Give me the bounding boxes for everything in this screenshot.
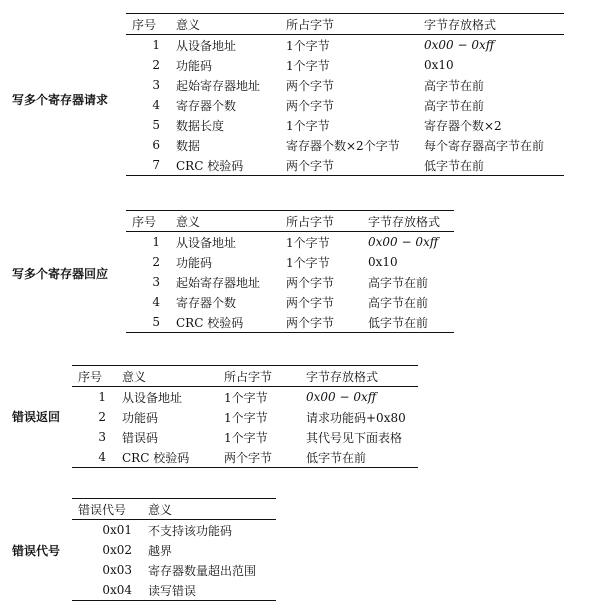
cell-seq: 5 [152, 118, 160, 132]
cell-format: 0x10 [368, 255, 398, 269]
table-header-row [126, 14, 564, 35]
cell-seq: 5 [152, 315, 160, 329]
header-bytes: 所占字节 [286, 214, 335, 229]
cell-seq: 7 [152, 158, 160, 172]
cell-bytes: 1个字节 [286, 118, 330, 133]
cell-bytes: 寄存器个数×2个字节 [286, 138, 400, 153]
cell-seq: 3 [98, 430, 106, 444]
table-row [126, 95, 564, 115]
cell-format: 低字节在前 [424, 158, 485, 173]
cell-format: 高字节在前 [424, 78, 485, 93]
cell-bytes: 1个字节 [286, 235, 330, 250]
table-row [126, 115, 564, 135]
table-header-row [72, 366, 418, 387]
cell-code: 0x01 [102, 523, 132, 537]
table-row [126, 232, 454, 253]
cell-format: 其代号见下面表格 [306, 430, 403, 445]
cell-meaning: CRC 校验码 [122, 450, 190, 465]
cell-format: 0x10 [424, 58, 454, 72]
cell-meaning: 从设备地址 [122, 390, 183, 405]
table-row [72, 580, 276, 601]
cell-format: 低字节在前 [306, 450, 367, 465]
cell-format: 高字节在前 [368, 275, 429, 290]
cell-meaning: 错误码 [122, 430, 159, 445]
header-meaning: 意义 [122, 369, 147, 384]
section-label: 错误返回 [12, 410, 61, 424]
cell-bytes: 两个字节 [286, 78, 335, 93]
cell-format: 低字节在前 [368, 315, 429, 330]
cell-meaning: 功能码 [176, 58, 213, 73]
error-code-table [72, 498, 276, 601]
cell-bytes: 两个字节 [286, 315, 335, 330]
cell-meaning: 起始寄存器地址 [176, 78, 261, 93]
header-bytes: 所占字节 [224, 369, 273, 384]
cell-bytes: 1个字节 [224, 390, 268, 405]
table-row [72, 560, 276, 580]
table-row [72, 387, 418, 408]
cell-format: 请求功能码+0x80 [306, 410, 406, 425]
cell-bytes: 1个字节 [286, 255, 330, 270]
cell-seq: 3 [152, 78, 160, 92]
table-row [126, 312, 454, 333]
cell-bytes: 两个字节 [224, 450, 273, 465]
cell-seq: 2 [98, 410, 106, 424]
cell-seq: 2 [152, 58, 160, 72]
cell-seq: 2 [152, 255, 160, 269]
table-row [126, 55, 564, 75]
cell-meaning: 数据长度 [176, 118, 225, 133]
header-meaning: 意义 [176, 17, 201, 32]
cell-format: 0x00 − 0xff [424, 38, 495, 52]
table-row [72, 540, 276, 560]
cell-code: 0x04 [102, 583, 132, 597]
header-bytes: 所占字节 [286, 17, 335, 32]
cell-meaning: 越界 [148, 543, 173, 558]
header-seq: 序号 [78, 369, 103, 384]
section-label: 写多个寄存器请求 [12, 93, 109, 107]
cell-meaning: 寄存器个数 [176, 98, 237, 113]
cell-bytes: 两个字节 [286, 98, 335, 113]
cell-format: 高字节在前 [424, 98, 485, 113]
cell-seq: 1 [152, 38, 160, 52]
cell-meaning: 读写错误 [148, 583, 197, 598]
table-row [72, 520, 276, 541]
table-row [126, 155, 564, 176]
cell-meaning: 从设备地址 [176, 38, 237, 53]
cell-bytes: 1个字节 [286, 58, 330, 73]
table-row [126, 272, 454, 292]
cell-seq: 6 [152, 138, 160, 152]
cell-meaning: CRC 校验码 [176, 315, 244, 330]
table-row [72, 427, 418, 447]
table-row [126, 35, 564, 56]
header-seq: 序号 [132, 17, 157, 32]
cell-meaning: 功能码 [176, 255, 213, 270]
cell-seq: 3 [152, 275, 160, 289]
cell-meaning: CRC 校验码 [176, 158, 244, 173]
cell-bytes: 1个字节 [224, 410, 268, 425]
table-header-row [126, 211, 454, 232]
section-label: 写多个寄存器回应 [12, 267, 109, 281]
cell-meaning: 功能码 [122, 410, 159, 425]
cell-meaning: 寄存器个数 [176, 295, 237, 310]
write-request-table [126, 13, 564, 176]
cell-seq: 4 [98, 450, 106, 464]
cell-format: 0x00 − 0xff [368, 235, 439, 249]
header-meaning: 意义 [176, 214, 201, 229]
cell-bytes: 1个字节 [224, 430, 268, 445]
cell-seq: 1 [98, 390, 106, 404]
table-row [126, 75, 564, 95]
cell-format: 高字节在前 [368, 295, 429, 310]
cell-bytes: 1个字节 [286, 38, 330, 53]
cell-meaning: 寄存器数量超出范围 [148, 563, 257, 578]
cell-meaning: 不支持该功能码 [148, 523, 233, 538]
cell-format: 0x00 − 0xff [306, 390, 377, 404]
cell-format: 寄存器个数×2 [424, 118, 502, 133]
table-row [72, 447, 418, 468]
header-format: 字节存放格式 [306, 369, 379, 384]
cell-seq: 4 [152, 295, 160, 309]
table-row [72, 407, 418, 427]
cell-meaning: 起始寄存器地址 [176, 275, 261, 290]
section-label: 错误代号 [12, 544, 61, 558]
header-format: 字节存放格式 [368, 214, 441, 229]
cell-code: 0x02 [102, 543, 132, 557]
error-return-table [72, 365, 418, 468]
cell-bytes: 两个字节 [286, 158, 335, 173]
write-response-table [126, 210, 454, 333]
header-format: 字节存放格式 [424, 17, 497, 32]
cell-meaning: 数据 [176, 138, 201, 153]
header-meaning: 意义 [148, 502, 173, 517]
cell-bytes: 两个字节 [286, 295, 335, 310]
header-seq: 序号 [132, 214, 157, 229]
cell-code: 0x03 [102, 563, 132, 577]
cell-seq: 4 [152, 98, 160, 112]
table-row [126, 252, 454, 272]
cell-format: 每个寄存器高字节在前 [424, 138, 545, 153]
cell-meaning: 从设备地址 [176, 235, 237, 250]
cell-seq: 1 [152, 235, 160, 249]
table-row [126, 292, 454, 312]
table-header-row [72, 499, 276, 520]
header-code: 错误代号 [78, 502, 127, 517]
cell-bytes: 两个字节 [286, 275, 335, 290]
table-row [126, 135, 564, 155]
